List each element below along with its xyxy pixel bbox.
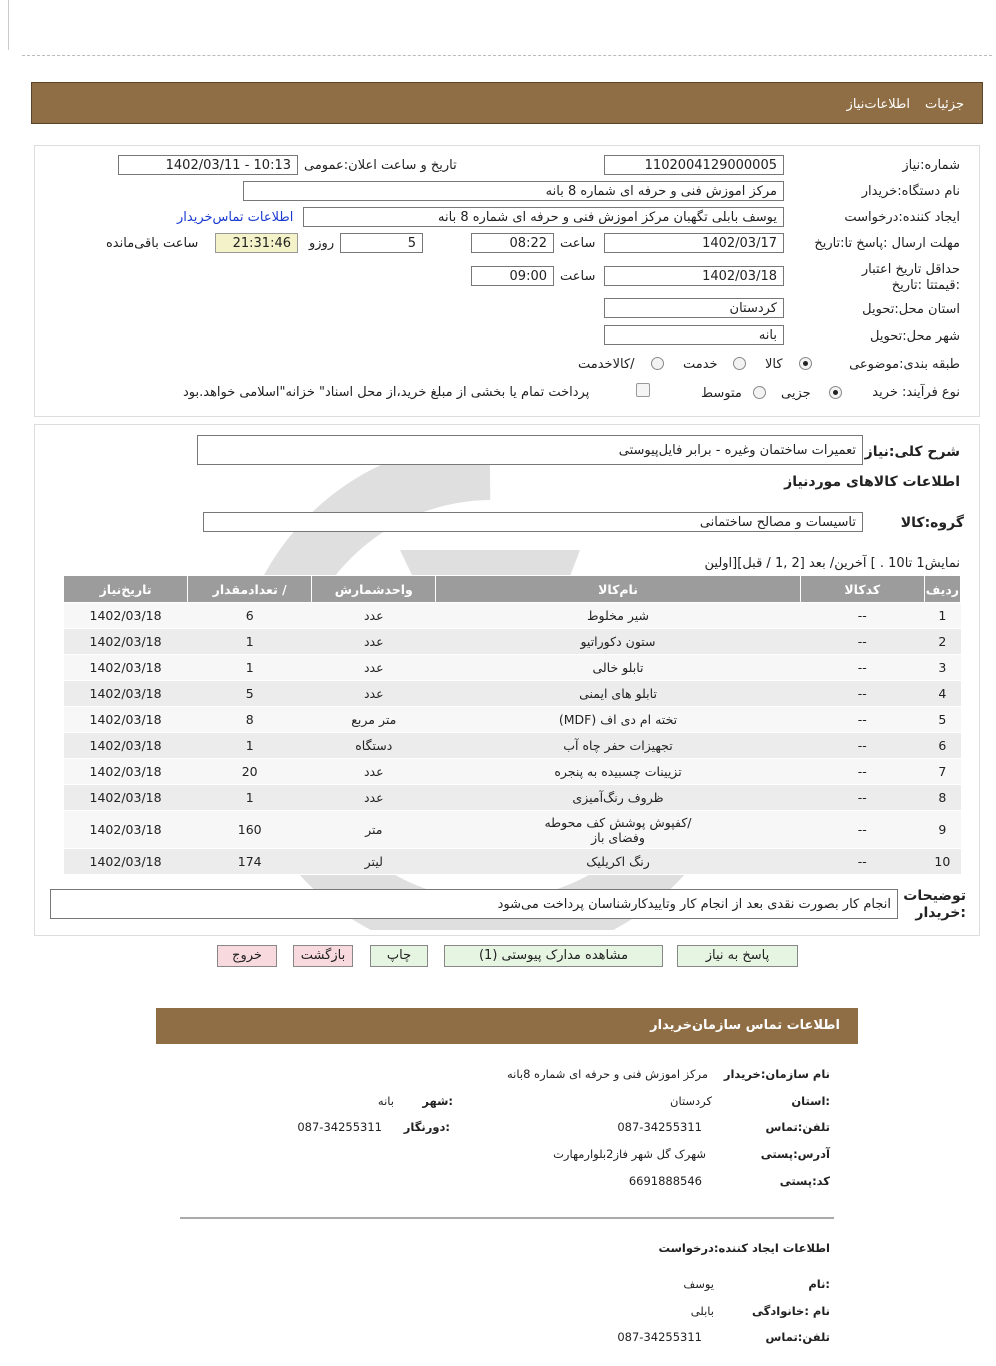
cell-unit: عدد — [312, 655, 436, 681]
buyer-org-label: نام دستگاه:خریدار — [861, 184, 960, 199]
contact-city-label: :شهر — [422, 1094, 453, 1108]
buyer-contact-title: اطلاعات تماس سازمان‌خریدار — [650, 1018, 840, 1033]
cell-unit: عدد — [312, 681, 436, 707]
city-field: بانه — [604, 325, 784, 345]
cell-name: تخته ام دی اف (MDF) — [436, 707, 800, 733]
radio-service[interactable] — [733, 357, 746, 370]
radio-partial[interactable] — [829, 386, 842, 399]
org-value: مرکز اموزش فنی و حرفه ای شماره 8بانه — [507, 1067, 708, 1081]
back-button[interactable]: بازگشت — [293, 945, 353, 967]
cell-date: 1402/03/18 — [64, 733, 188, 759]
table-header-row — [64, 576, 961, 603]
cell-name: تابلو های ایمنی — [436, 681, 800, 707]
goods-group-label: گروه:کالا — [900, 515, 964, 531]
cell-unit: عدد — [312, 603, 436, 629]
cell-unit: لیتر — [312, 849, 436, 875]
cell-code: -- — [800, 733, 924, 759]
cell-date: 1402/03/18 — [64, 655, 188, 681]
table-row — [64, 785, 961, 811]
validity-date-field: 1402/03/18 — [604, 266, 784, 286]
cell-row: 5 — [924, 707, 960, 733]
cell-row: 8 — [924, 785, 960, 811]
col-unit[interactable]: واحدشمارش — [312, 576, 436, 603]
validity-time-label: ساعت — [560, 269, 596, 284]
cell-row: 1 — [924, 603, 960, 629]
cell-unit: عدد — [312, 629, 436, 655]
validity-time-field: 09:00 — [471, 266, 554, 286]
contact-address-label: آدرس:پستی — [760, 1147, 830, 1161]
cell-unit: متر مربع — [312, 707, 436, 733]
col-name[interactable]: نام‌کالا — [436, 576, 800, 603]
table-row — [64, 849, 961, 875]
radio-goods-service[interactable] — [651, 357, 664, 370]
cell-qty: 1 — [188, 629, 312, 655]
need-number-label: شماره:نیاز — [902, 158, 960, 173]
contact-postal-value: 6691888546 — [628, 1174, 702, 1188]
table-row — [64, 759, 961, 785]
cell-qty: 1 — [188, 733, 312, 759]
cell-qty: 6 — [188, 603, 312, 629]
contact-address-value: شهرک گل شهر فاز2بلوارمهارت — [553, 1147, 706, 1161]
creator-name-value: یوسف — [683, 1277, 714, 1291]
cell-code: -- — [800, 811, 924, 849]
details-header — [31, 82, 983, 124]
contact-city-value: بانه — [377, 1094, 394, 1108]
table-row — [64, 629, 961, 655]
cell-qty: 1 — [188, 785, 312, 811]
cell-row: 4 — [924, 681, 960, 707]
creator-family-value: بابلی — [690, 1304, 714, 1318]
radio-service-label: خدمت — [683, 357, 718, 372]
radio-goods-label: کالا — [765, 357, 783, 372]
process-label: نوع فرآیند: خرید — [872, 385, 960, 400]
col-qty[interactable]: / تعدادمقدار — [188, 576, 312, 603]
cell-code: -- — [800, 603, 924, 629]
buyer-contact-link[interactable]: اطلاعات تماس‌خریدار — [177, 210, 294, 225]
cell-row: 9 — [924, 811, 960, 849]
contact-phone-label: تلفن:تماس — [765, 1120, 830, 1134]
cell-row: 10 — [924, 849, 960, 875]
cell-name: ظروف رنگ‌آمیزی — [436, 785, 800, 811]
cell-name: رنگ اکریلیک — [436, 849, 800, 875]
cell-code: -- — [800, 707, 924, 733]
tab-need-info[interactable]: اطلاعات‌نیاز — [846, 97, 910, 112]
creator-phone-value: 087-34255311 — [617, 1330, 702, 1344]
section-divider — [180, 1217, 834, 1219]
cell-qty: 174 — [188, 849, 312, 875]
table-row — [64, 603, 961, 629]
contact-postal-label: کد:پستی — [779, 1174, 830, 1188]
days-label: روزو — [309, 236, 335, 251]
buyer-contact-header — [156, 1008, 858, 1044]
creator-name-label: :نام — [808, 1277, 830, 1291]
cell-date: 1402/03/18 — [64, 629, 188, 655]
col-code[interactable]: کدکالا — [800, 576, 924, 603]
creator-label: ایجاد کننده:درخواست — [844, 210, 960, 225]
radio-goods-service-label: /کالاخدمت — [578, 357, 635, 372]
cell-row: 7 — [924, 759, 960, 785]
cell-date: 1402/03/18 — [64, 849, 188, 875]
cell-name: شیر مخلوط — [436, 603, 800, 629]
goods-group-field: تاسیسات و مصالح ساختمانی — [203, 512, 863, 532]
tab-details[interactable]: جزئیات — [925, 97, 964, 112]
cell-qty: 160 — [188, 811, 312, 849]
summary-title-label: شرح کلی:نیاز — [864, 444, 960, 460]
pagination[interactable]: نمایش1 تا10 . ] آخرین/ بعد [2 ,1 / قبل][اولین — [704, 556, 960, 571]
col-date[interactable]: تاریخ‌نیاز — [64, 576, 188, 603]
cell-date: 1402/03/18 — [64, 811, 188, 849]
cell-row: 2 — [924, 629, 960, 655]
cell-qty: 8 — [188, 707, 312, 733]
category-label: طبقه بندی:موضوعی — [849, 357, 960, 372]
goods-table — [63, 575, 961, 875]
cell-name: ستون دکوراتیو — [436, 629, 800, 655]
cell-name: /کفپوش پوشش کف محوطه وفضای باز — [436, 811, 800, 849]
summary-title-field: تعمیرات ساختمان وغیره - برابر فایل‌پیوستی — [197, 435, 863, 465]
city-label: شهر محل:تحویل — [870, 329, 960, 344]
cell-date: 1402/03/18 — [64, 785, 188, 811]
contact-fax-label: :دورنگار — [403, 1120, 450, 1134]
table-row — [64, 733, 961, 759]
cell-qty: 5 — [188, 681, 312, 707]
cell-code: -- — [800, 681, 924, 707]
deadline-time-label: ساعت — [560, 236, 596, 251]
table-row — [64, 707, 961, 733]
org-label: نام سازمان:خریدار — [723, 1067, 830, 1081]
validity-label: حداقل تاریخ اعتبار :قیمتتا :تاریخ — [861, 262, 960, 293]
cell-code: -- — [800, 759, 924, 785]
creator-field: یوسف بابلی تگهبان مرکز اموزش فنی و حرفه ای شماره 8 بانه — [303, 207, 784, 227]
cell-row: 3 — [924, 655, 960, 681]
top-divider — [22, 55, 992, 56]
province-field: کردستان — [604, 298, 784, 318]
cell-date: 1402/03/18 — [64, 759, 188, 785]
cell-unit: عدد — [312, 785, 436, 811]
cell-date: 1402/03/18 — [64, 603, 188, 629]
table-row — [64, 655, 961, 681]
goods-info-heading: اطلاعات کالاهای موردنیاز — [784, 474, 960, 490]
cell-date: 1402/03/18 — [64, 707, 188, 733]
announce-label: تاریخ و ساعت اعلان:عمومی — [304, 158, 457, 173]
province-label: استان محل:تحویل — [862, 302, 960, 317]
announce-date-field: 1402/03/11 - 10:13 — [118, 155, 298, 175]
reply-button[interactable]: پاسخ به نیاز — [677, 945, 798, 967]
deadline-time-field: 08:22 — [471, 233, 554, 253]
creator-phone-label: تلفن:تماس — [765, 1330, 830, 1344]
cell-qty: 1 — [188, 655, 312, 681]
radio-partial-label: جزیی — [781, 386, 811, 401]
need-number-field: 1102004129000005 — [604, 155, 784, 175]
cell-qty: 20 — [188, 759, 312, 785]
days-field: 5 — [340, 233, 423, 253]
remaining-time-field: 21:31:46 — [215, 233, 298, 253]
cell-code: -- — [800, 849, 924, 875]
col-row[interactable]: ردیف — [924, 576, 960, 603]
buyer-org-field: مرکز اموزش فنی و حرفه ای شماره 8 بانه — [243, 181, 784, 201]
cell-unit: دستگاه — [312, 733, 436, 759]
table-row — [64, 811, 961, 849]
cell-name: تجهیزات حفر چاه آب — [436, 733, 800, 759]
cell-code: -- — [800, 785, 924, 811]
contact-phone-value: 087-34255311 — [617, 1120, 702, 1134]
deadline-date-field: 1402/03/17 — [604, 233, 784, 253]
view-attachments-button[interactable]: مشاهده مدارک پیوستی (1) — [444, 945, 663, 967]
cell-name: تابلو خالی — [436, 655, 800, 681]
creator-info-title: اطلاعات ایجاد کننده:درخواست — [658, 1241, 830, 1255]
cell-name: تزیینات چسبیده به پنجره — [436, 759, 800, 785]
buyer-notes-label: توضیحات :خریدار — [903, 888, 966, 921]
cell-code: -- — [800, 655, 924, 681]
treasury-payment-checkbox[interactable] — [636, 383, 650, 397]
cell-date: 1402/03/18 — [64, 681, 188, 707]
contact-fax-value: 087-34255311 — [297, 1120, 382, 1134]
radio-goods[interactable] — [799, 357, 812, 370]
creator-family-label: نام :خانوادگی — [752, 1304, 830, 1318]
cell-unit: عدد — [312, 759, 436, 785]
cell-row: 6 — [924, 733, 960, 759]
print-button[interactable]: چاپ — [370, 945, 428, 967]
cell-unit: متر — [312, 811, 436, 849]
radio-medium-label: متوسط — [701, 386, 742, 401]
left-border-line — [8, 0, 9, 50]
contact-province-label: :استان — [791, 1094, 830, 1108]
exit-button[interactable]: خروج — [217, 945, 277, 967]
cell-code: -- — [800, 629, 924, 655]
table-row — [64, 681, 961, 707]
remaining-label: ساعت باقی‌مانده — [106, 236, 199, 251]
treasury-payment-note: پرداخت تمام یا بخشی از مبلغ خرید،از محل اسناد" خزانه"اسلامی خواهد.بود — [183, 385, 590, 400]
contact-province-value: کردستان — [670, 1094, 712, 1108]
radio-medium[interactable] — [753, 386, 766, 399]
deadline-label: مهلت ارسال :پاسخ تا:تاریخ — [814, 236, 960, 251]
buyer-notes-field: انجام کار بصورت نقدی بعد از انجام کار وتاییدکارشناسان پرداخت می‌شود — [50, 889, 898, 919]
